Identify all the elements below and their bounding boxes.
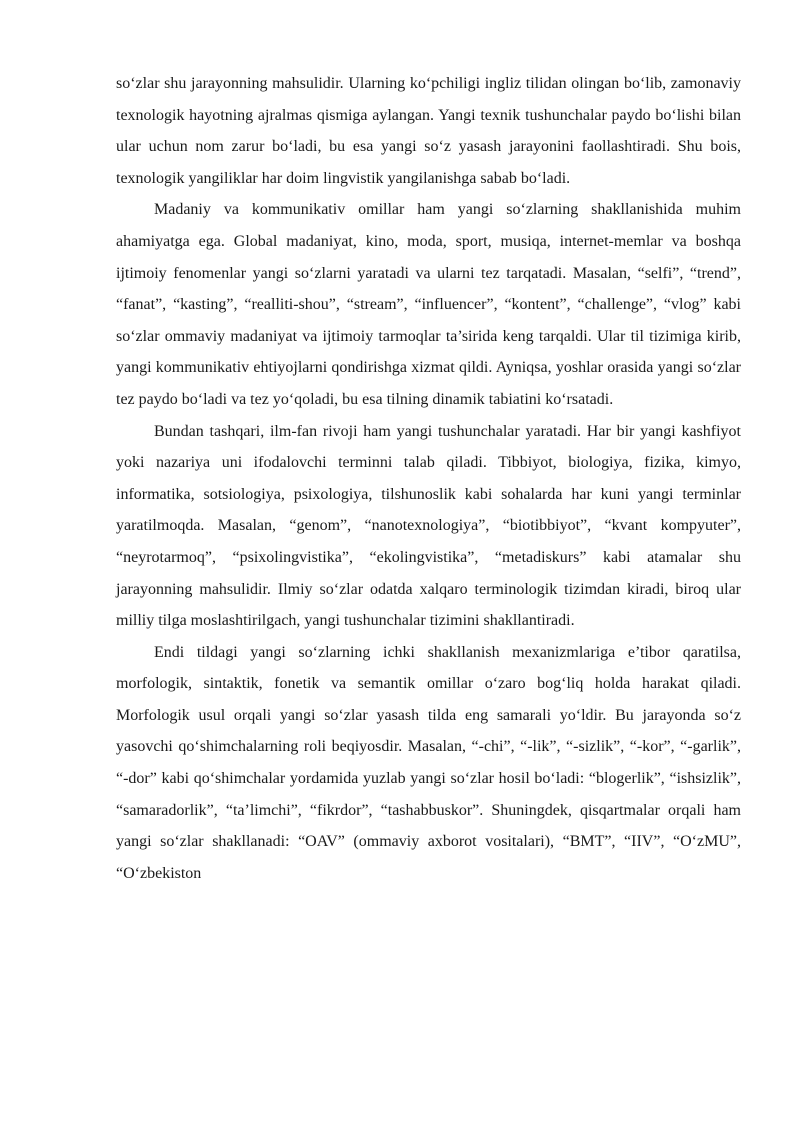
paragraph-2: Madaniy va kommunikativ omillar ham yangi so‘zlarning shakllanishida muhim ahamiyatga ega. Global madaniyat, kino, moda, sport, musiqa, internet-memlar va boshqa ijtimoiy fenomenlar yangi so‘zlarni yaratadi va ularni tez tarqatadi. Masalan, “selfi”, “trend”, “fanat”, “kasting”, “realliti-shou”, “stream”, “influencer”, “kontent”, “challenge”, “vlog” kabi so‘zlar ommaviy madaniyat va ijtimoiy tarmoqlar ta’sirida keng tarqaldi. Ular til tizimiga kirib, yangi kommunikativ ehtiyojlarni qondirishga xizmat qildi. Ayniqsa, yoshlar orasida yangi so‘zlar tez paydo bo‘ladi va tez yo‘qoladi, bu esa tilning dinamik tabiatini ko‘rsatadi. <box>116 201 741 408</box>
paragraph-3: Bundan tashqari, ilm-fan rivoji ham yangi tushunchalar yaratadi. Har bir yangi kashfiyot yoki nazariya uni ifodalovchi terminni talab qiladi. Tibbiyot, biologiya, fizika, kimyo, informatika, sotsiologiya, psixologiya, tilshunoslik kabi sohalarda har kuni yangi terminlar yaratilmoqda. Masalan, “genom”, “nanotexnologiya”, “biotibbiyot”, “kvant kompyuter”, “neyrotarmoq”, “psixolingvistika”, “ekolingvistika”, “metadiskurs” kabi atamalar shu jarayonning mahsulidir. Ilmiy so‘zlar odatda xalqaro terminologik tizimdan kiradi, biroq ular milliy tilga moslashtirilgach, yangi tushunchalar tizimini shakllantiradi. <box>116 422 741 630</box>
paragraph-4: Endi tildagi yangi so‘zlarning ichki shakllanish mexanizmlariga e’tibor qaratilsa, morfologik, sintaktik, fonetik va semantik omillar o‘zaro bog‘liq holda harakat qiladi. Morfologik usul orqali yangi so‘zlar yasash tilda eng samarali yo‘ldir. Bu jarayonda so‘z yasovchi qo‘shimchalarning roli beqiyosdir. Masalan, “-chi”, “-lik”, “-sizlik”, “-kor”, “-garlik”, “-dor” kabi qo‘shimchalar yordamida yuzlab yangi so‘zlar hosil bo‘ladi: “blogerlik”, “ishsizlik”, “samaradorlik”, “ta’limchi”, “fikrdor”, “tashabbuskor”. Shuningdek, qisqartmalar orqali ham yangi so‘zlar shakllanadi: “OAV” (ommaviy axborot vositalari), “BMT”, “IIV”, “O‘zMU”, “O‘zbekiston <box>116 643 741 882</box>
document-page <box>116 68 741 889</box>
paragraph-1: so‘zlar shu jarayonning mahsulidir. Ularning ko‘pchiligi ingliz tilidan olingan bo‘lib, zamonaviy texnologik hayotning ajralmas qismiga aylangan. Yangi texnik tushunchalar paydo bo‘lishi bilan ular uchun nom zarur bo‘ladi, bu esa yangi so‘z yasash jarayonini faollashtiradi. Shu bois, texnologik yangiliklar har doim lingvistik yangilanishga sabab bo‘ladi. <box>116 75 741 187</box>
